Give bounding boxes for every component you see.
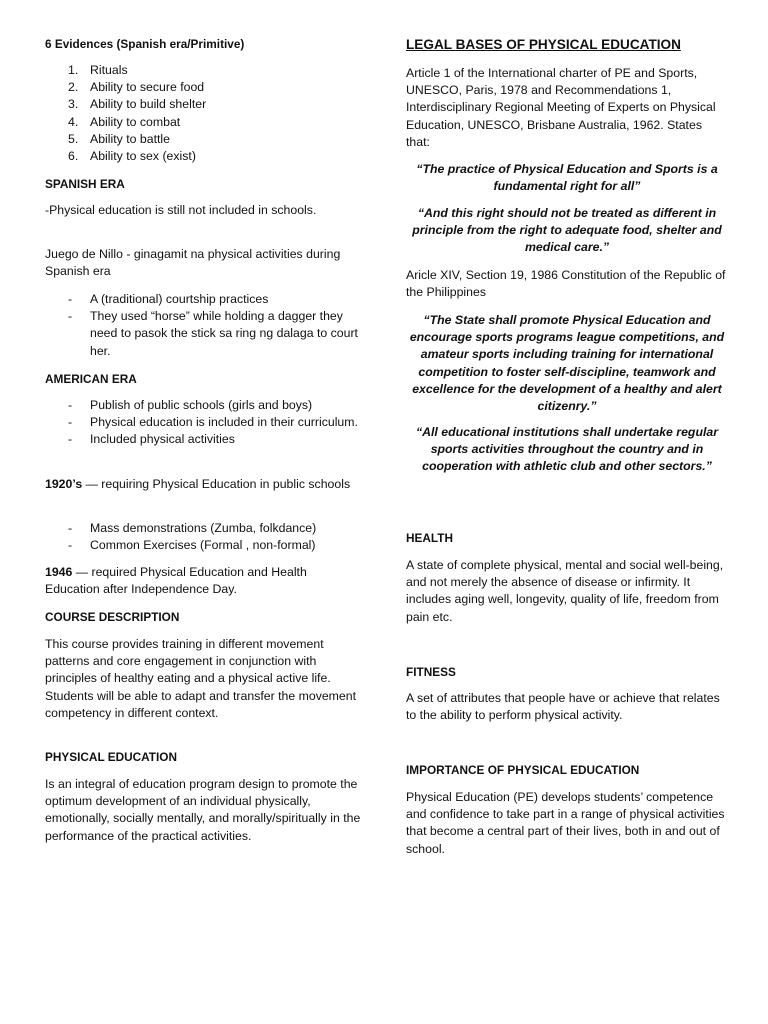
legal-bases-title: LEGAL BASES OF PHYSICAL EDUCATION xyxy=(406,37,681,52)
evidences-list xyxy=(45,62,363,165)
spanish-era-paragraph-1: -Physical education is still not included in schools. xyxy=(45,203,317,217)
american-era-heading: AMERICAN ERA xyxy=(45,372,137,386)
list-item: 2. Ability to secure food xyxy=(68,80,205,95)
list-item: 6. Ability to sex (exist) xyxy=(68,149,196,164)
physical-education-text: Is an integral of education program design to promote the optimum development of an individual physically, emotionally, socially mentally, and morally/spiritually in the performance of the practical activities. xyxy=(45,777,361,843)
list-item: - Publish of public schools (girls and boys) xyxy=(68,398,313,412)
american-era-list xyxy=(45,397,363,449)
list-item: - They used “horse” while holding a dagger they need to pasok the stick sa ring ng dalaga to court her. xyxy=(68,309,358,358)
spanish-era-heading: SPANISH ERA xyxy=(45,177,125,191)
course-description-text: This course provides training in different movement patterns and core engagement in conjunction with principles of healthy eating and a physical active life. Students will be able to adapt and transfer the movement competency in different context. xyxy=(45,637,357,720)
list-item: - A (traditional) courtship practices xyxy=(68,292,269,306)
list-item: - Physical education is included in their curriculum. xyxy=(68,415,358,430)
article-1-text: Article 1 of the International charter of PE and Sports, UNESCO, Paris, 1978 and Recommendations 1, Interdisciplinary Regional Meeting of Experts on Physical Education, UNESCO, Brisbane Australia, 1962. States that: xyxy=(406,66,716,149)
fitness-text: A set of attributes that people have or achieve that relates to the ability to perform physical activity. xyxy=(406,691,720,723)
spanish-era-paragraph-2: Juego de Nillo - ginagamit na physical activities during Spanish era xyxy=(45,247,341,279)
list-item: - Mass demonstrations (Zumba, folkdance) xyxy=(68,521,317,535)
spanish-era-list xyxy=(45,291,363,360)
quote-right-not-different: “And this right should not be treated as different in principle from the right to adequate food, shelter and medical care.” xyxy=(412,206,722,255)
importance-text: Physical Education (PE) develops students’ competence and confidence to take part in a range of physical activities that become a central part of their lives, both in and out of school. xyxy=(406,790,725,856)
list-item: - Common Exercises (Formal , non-formal) xyxy=(68,538,316,553)
list-item: 3. Ability to build shelter xyxy=(68,97,207,112)
quote-fundamental-right: “The practice of Physical Education and Sports is a fundamental right for all” xyxy=(416,162,718,194)
list-item: 1. Rituals xyxy=(68,63,128,77)
list-1920s xyxy=(45,520,363,554)
paragraph-1946: 1946 — required Physical Education and Health Education after Independence Day. xyxy=(45,565,307,597)
list-item: 4. Ability to combat xyxy=(68,114,181,129)
health-text: A state of complete physical, mental and social well-being, and not merely the absence of disease or infirmity. It includes aging well, longevity, quality of life, freedom from pain etc. xyxy=(406,558,724,624)
fitness-heading: FITNESS xyxy=(406,665,456,679)
list-item: 5. Ability to battle xyxy=(68,131,170,146)
physical-education-heading: PHYSICAL EDUCATION xyxy=(45,750,177,764)
importance-heading: IMPORTANCE OF PHYSICAL EDUCATION xyxy=(406,763,640,777)
quote-educational-institutions: “All educational institutions shall undertake regular sports activities throughout the country and in cooperation with athletic club and other sectors.” xyxy=(415,425,718,474)
article-xiv-text: Aricle XIV, Section 19, 1986 Constitution of the Republic of the Philippines xyxy=(406,268,726,300)
paragraph-1920s: 1920’s — requiring Physical Education in public schools xyxy=(45,477,351,491)
quote-state-shall-promote: “The State shall promote Physical Education and encourage sports programs league competitions, and amateur sports including training for international competition to foster self-discipline, teamwork and excellence for the development of a healthy and alert citizenry.” xyxy=(409,313,725,414)
course-description-heading: COURSE DESCRIPTION xyxy=(45,610,180,624)
list-item: - Included physical activities xyxy=(68,432,235,447)
health-heading: HEALTH xyxy=(406,531,453,545)
evidences-heading: 6 Evidences (Spanish era/Primitive) xyxy=(45,37,245,51)
